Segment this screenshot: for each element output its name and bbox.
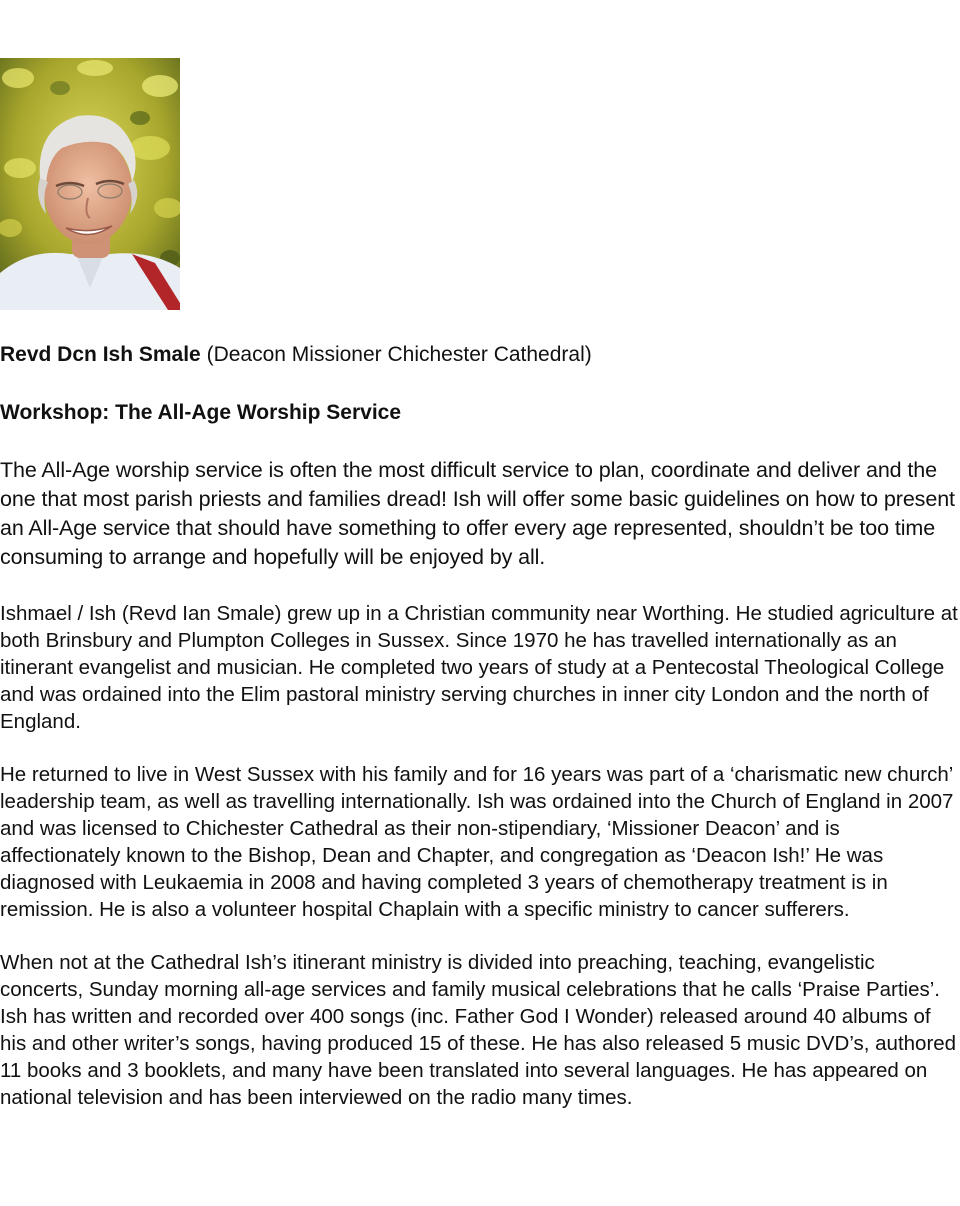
workshop-description: The All-Age worship service is often the most difficult service to plan, coordinate and deliver and the one that most parish priests and families dread! Ish will offer some basic guidelines on how to present an All-Age service that should have something to offer every age represented, shouldn’t be too time consuming to arrange and hopefully will be enjoyed by all. — [0, 458, 955, 569]
document-body — [0, 340, 960, 1137]
workshop-title: Workshop: The All-Age Worship Service — [0, 401, 402, 424]
speaker-role: (Deacon Missioner Chichester Cathedral) — [206, 343, 592, 366]
speaker-name: Revd Dcn Ish Smale — [0, 343, 201, 366]
speaker-portrait — [0, 58, 180, 310]
bio-paragraph-1: Ishmael / Ish (Revd Ian Smale) grew up in a Christian community near Worthing. He studied agriculture at both Brinsbury and Plumpton Colleges in Sussex. Since 1970 he has travelled internationally as an itinerant evangelist and musician. He completed two years of study at a Pentecostal Theological College and was ordained into the Elim pastoral ministry serving churches in inner city London and the north of England. — [0, 602, 958, 733]
portrait-photo — [0, 58, 180, 310]
speaker-heading — [0, 340, 960, 370]
bio-paragraph-3: When not at the Cathedral Ish’s itinerant ministry is divided into preaching, teaching, evangelistic concerts, Sunday morning all-age services and family musical celebrations that he calls ‘Praise Parties’. Ish has written and recorded over 400 songs (inc. Father God I Wonder) released around 40 albums of his and other writer’s songs, having produced 15 of these. He has also released 5 music DVD’s, authored 11 books and 3 booklets, and many have been translated into several languages. He has appeared on national television and has been interviewed on the radio many times. — [0, 951, 957, 1109]
bio-paragraph-2: He returned to live in West Sussex with his family and for 16 years was part of a ‘charismatic new church’ leadership team, as well as travelling internationally. Ish was ordained into the Church of England in 2007 and was licensed to Chichester Cathedral as their non-stipendiary, ‘Missioner Deacon’ and is affectionately known to the Bishop, Dean and Chapter, and congregation as ‘Deacon Ish!’ He was diagnosed with Leukaemia in 2008 and having completed 3 years of chemotherapy treatment is in remission. He is also a volunteer hospital Chaplain with a specific ministry to cancer sufferers. — [0, 763, 954, 921]
